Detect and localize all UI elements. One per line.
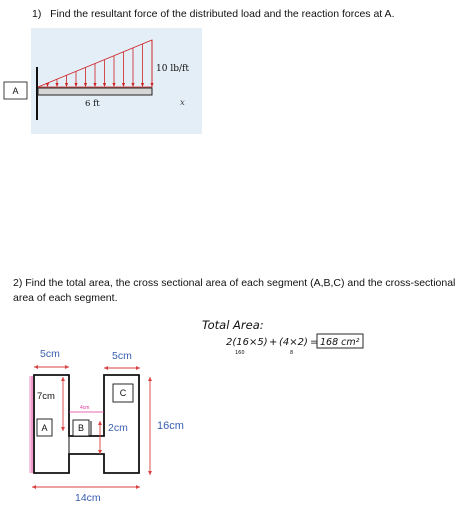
beam-figure — [0, 24, 474, 139]
problem-1-number: 1) — [32, 8, 42, 20]
total-width-label: 14cm — [75, 492, 101, 504]
notes-plus: + — [269, 337, 278, 348]
bar-width-label: 4cm — [80, 405, 90, 411]
notes-sub1: 160 — [235, 350, 245, 356]
total-height-arrowhead-bottom — [148, 471, 152, 475]
left-width-arrowhead-right — [65, 365, 69, 369]
total-height-label: 16cm — [157, 420, 184, 432]
problem-1-text: Find the resultant force of the distributed load and the reaction forces at A. — [50, 8, 395, 20]
left-inner-height-label: 7cm — [37, 391, 55, 402]
left-inner-height-arrowhead-bottom — [61, 427, 65, 431]
segment-b-label: B — [77, 423, 85, 433]
left-inner-height-arrowhead-top — [61, 377, 65, 381]
right-width-arrowhead-left — [104, 366, 108, 370]
notes-equals: = — [310, 337, 319, 348]
problem-2-statement — [13, 276, 461, 306]
notes-title: Total Area: — [202, 318, 264, 332]
x-axis-label: x — [180, 98, 185, 108]
right-width-label: 5cm — [112, 350, 132, 362]
notes-expr2: (4×2) — [279, 337, 308, 348]
problem-2-text: 2) Find the total area, the cross sectional area of each segment (A,B,C) and the cross-sectional area of each segment. — [13, 277, 456, 304]
left-width-label: 5cm — [40, 348, 60, 360]
span-label: 6 ft — [85, 99, 100, 109]
left-width-arrowhead-left — [34, 365, 38, 369]
bar-height-arrowhead-top — [98, 421, 102, 425]
h-section-figure — [0, 308, 474, 513]
segment-a-label: A — [41, 423, 48, 433]
bar-height-label: 2cm — [108, 422, 128, 434]
notes-expr1: 2(16×5) — [226, 337, 268, 348]
right-width-arrowhead-right — [136, 366, 140, 370]
notes-sub2: 8 — [290, 350, 294, 356]
notes-result: 168 cm² — [320, 337, 360, 348]
support-a-label: A — [12, 86, 19, 96]
total-width-arrowhead-left — [32, 485, 36, 489]
problem-1-statement — [32, 7, 394, 22]
segment-c-label: C — [119, 388, 127, 398]
total-height-arrowhead-top — [148, 377, 152, 381]
load-label: 10 lb/ft — [156, 64, 189, 74]
total-width-arrowhead-right — [136, 485, 140, 489]
beam — [38, 88, 152, 95]
